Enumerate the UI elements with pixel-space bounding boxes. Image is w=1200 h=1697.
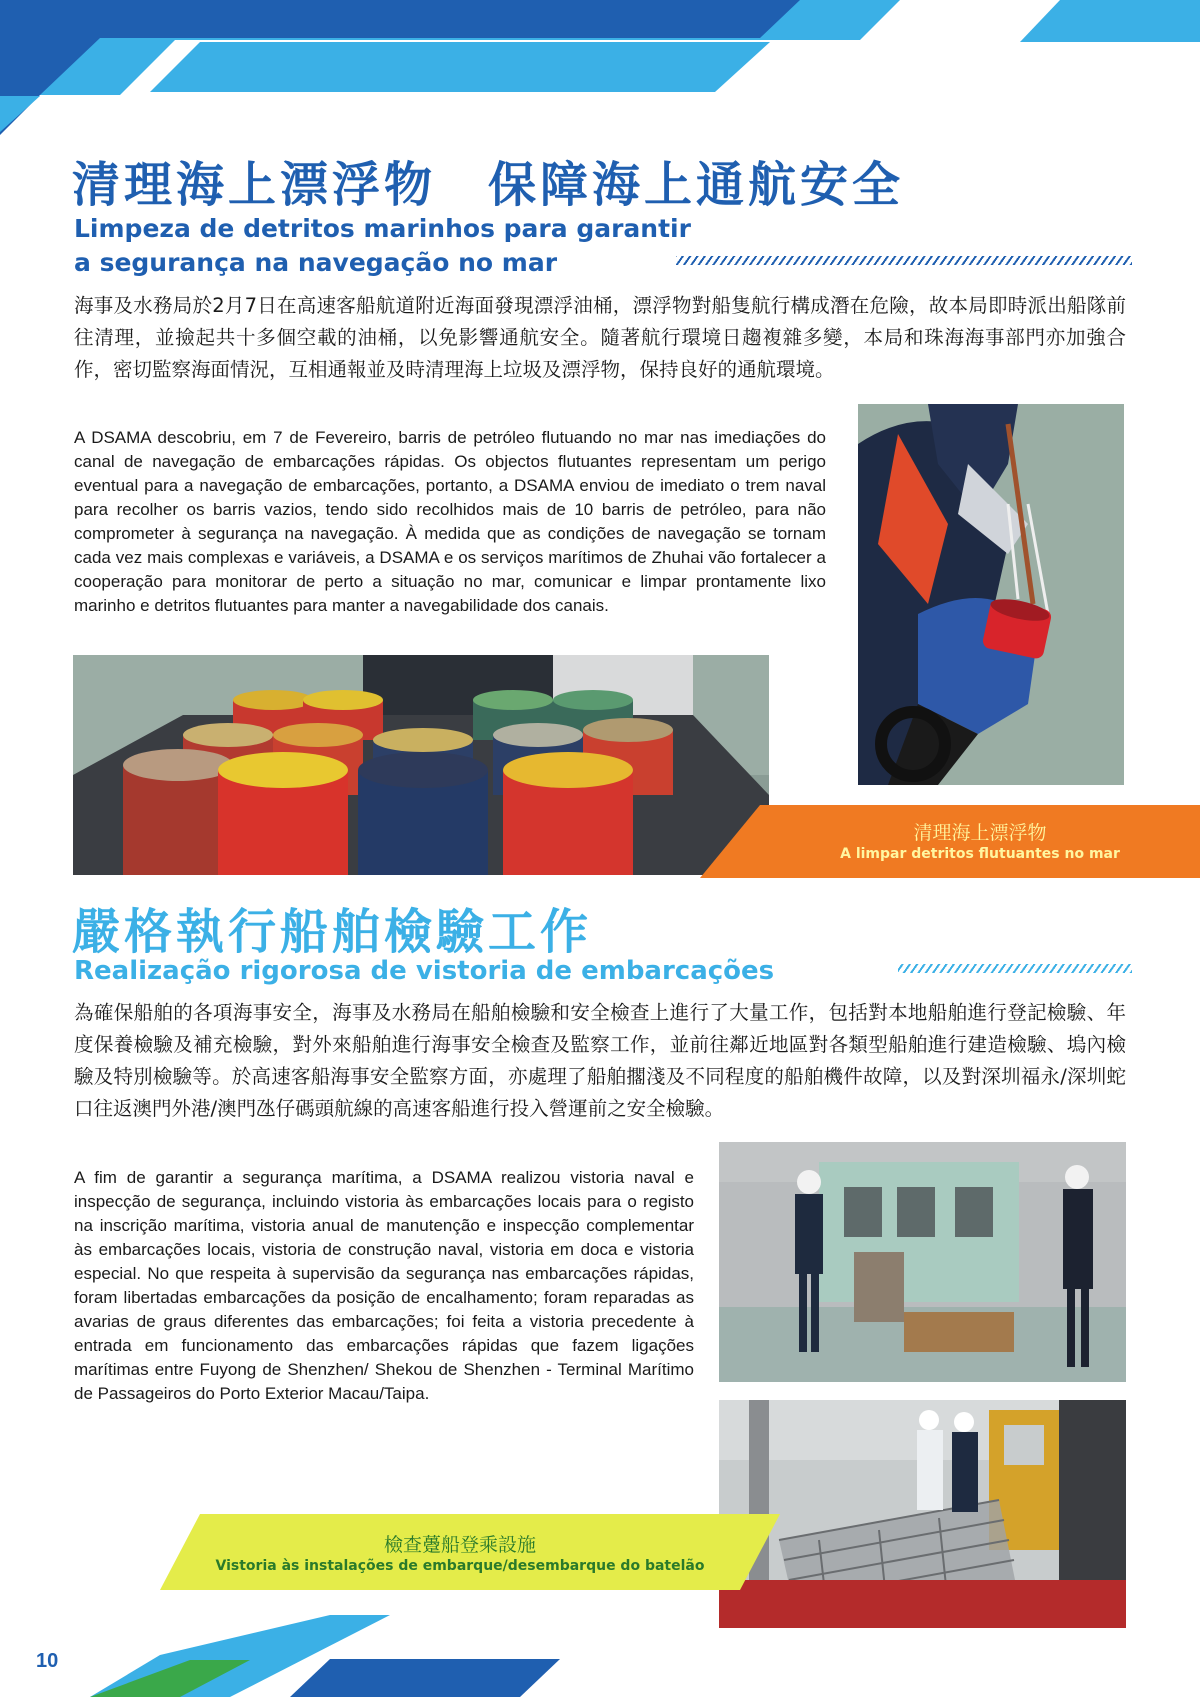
article1-body-pt: A DSAMA descobriu, em 7 de Fevereiro, barris de petróleo flutuando no mar nas imediações do canal de navegação de embarcações rápidas. Os objectos flutuantes representam um perigo eventual para a navegação de embarcações, portanto, a DSAMA enviou de imediato o trem naval para recolher os barris vazios, tendo sido recolhidos mais de 10 barris de petróleo, para não comprometer à segurança na navegação. À medida que as condições de navegação se tornam cada vez mais complexas e variáveis, a DSAMA e os serviços marítimos de Zhuhai vão fortalecer a cooperação para monitorar de perto a situação no mar, comunicar e limpar prontamente lixo marinho e detritos flutuantes para manter a navegabilidade dos canais. [74, 428, 826, 615]
article1-title-pt-line1: Limpeza de detritos marinhos para garantir [74, 214, 691, 243]
article2-title-pt: Realização rigorosa de vistoria de embarcações [74, 956, 775, 986]
article1-caption-pt: A limpar detritos flutuantes no mar [840, 846, 1120, 862]
top-banner-decoration [0, 0, 1200, 135]
article1-title-pt-line2: a segurança na navegação no mar [74, 248, 558, 277]
photo-crew-recovering-barrel [858, 404, 1124, 785]
photo-vessel-inspection-deck [719, 1142, 1126, 1382]
article1-title-pt [74, 212, 691, 280]
article2-body-zh: 為確保船舶的各項海事安全，海事及水務局在船舶檢驗和安全檢查上進行了大量工作，包括對本地船舶進行登記檢驗、年度保養檢驗及補充檢驗，對外來船舶進行海事安全檢查及監察工作，並前往鄰近地區對各類型船舶進行建造檢驗、塢內檢驗及特別檢驗等。於高速客船海事安全監察方面，亦處理了船舶擱淺及不同程度的船舶機件故障，以及對深圳福永/深圳蛇口往返澳門外港/澳門氹仔碼頭航線的高速客船進行投入營運前之安全檢驗。 [74, 1001, 1126, 1120]
article2-body-pt: A fim de garantir a segurança marítima, a DSAMA realizou vistoria naval e inspecção de segurança, incluindo vistoria às embarcações locais para o registo na inscrição marítima, vistoria anual de manutenção e inspecção complementar às embarcações locais, vistoria de construção naval, vistoria em doca e vistoria especial. No que respeita à supervisão da segurança nas embarcações rápidas, foram libertadas embarcações da posição de encalhamento; foram reparadas as avarias de graus diferentes das embarcações; foi feita a vistoria precedente à entrada em funcionamento das embarcações rápidas que fazem ligações marítimas entre Fuyong de Shenzhen/ Shekou de Shenzhen - Terminal Marítimo de Passageiros do Porto Exterior Macau/Taipa. [74, 1168, 694, 1403]
article2-caption-zh: 檢查躉船登乘設施 [383, 1534, 536, 1556]
photo-oil-barrels-on-deck [73, 655, 769, 875]
article1-body-zh: 海事及水務局於2月7日在高速客船航道附近海面發現漂浮油桶，漂浮物對船隻航行構成潛在危險，故本局即時派出船隊前往清理，並撿起共十多個空載的油桶，以免影響通航安全。隨著航行環境日趨複雜多變，本局和珠海海事部門亦加強合作，密切監察海面情況，互相通報並及時清理海上垃圾及漂浮物，保持良好的通航環境。 [74, 294, 1126, 381]
article2-caption-pt: Vistoria às instalações de embarque/desembarque do batelão [215, 1558, 705, 1574]
article1-caption-zh: 清理海上漂浮物 [913, 822, 1047, 844]
bottom-banner-decoration [0, 1615, 1200, 1697]
page-number: 10 [36, 1650, 59, 1672]
article1-title-zh: 清理海上漂浮物 保障海上通航安全 [72, 157, 905, 213]
article2-hatch-divider [898, 964, 1132, 973]
article1-hatch-divider [676, 256, 1132, 265]
article2-title-zh: 嚴格執行船舶檢驗工作 [72, 904, 593, 960]
photo-pontoon-boarding-facilities [719, 1400, 1126, 1628]
